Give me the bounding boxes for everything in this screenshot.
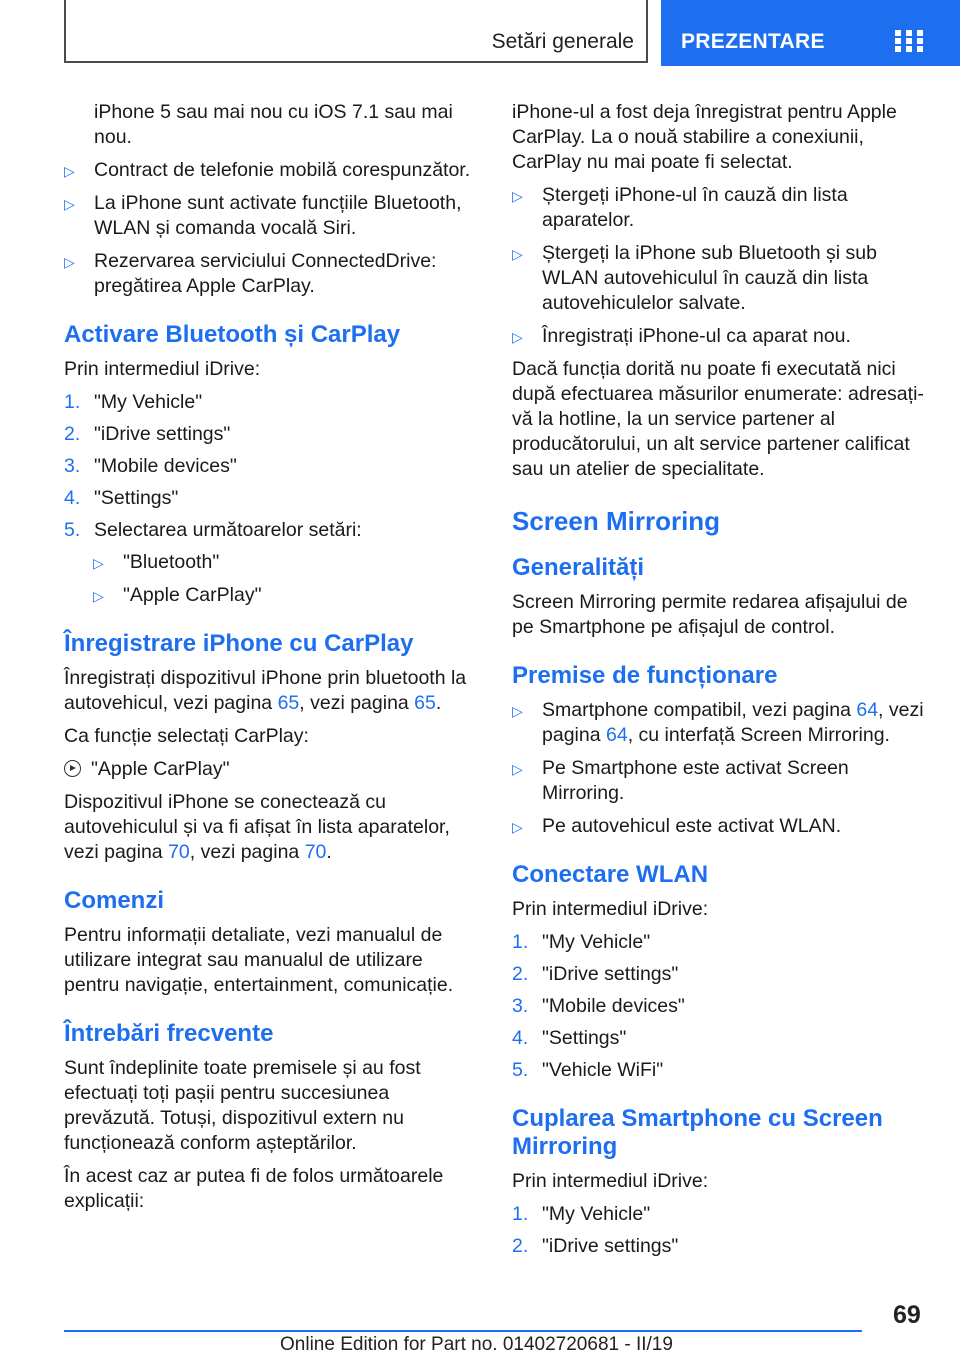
paragraph: Screen Mirroring permite redarea afișajului de pe Smartphone pe afișajul de control. xyxy=(512,591,908,638)
list-item: ▷ Ștergeți la iPhone sub Bluetooth și sub WLAN autovehiculul în cauză din lista autovehiculelor salvate. xyxy=(512,242,877,314)
action-arrow-icon xyxy=(64,760,81,777)
header-section-box xyxy=(64,0,648,63)
bullet-triangle-icon: ▷ xyxy=(93,555,104,571)
heading-commands: Comenzi xyxy=(64,887,165,914)
list-item: 4. "Settings" xyxy=(512,1027,627,1049)
paragraph: În acest caz ar putea fi de folos următoarele explicații: xyxy=(64,1165,444,1212)
list-item: 1. "My Vehicle" xyxy=(512,1203,651,1225)
paragraph: Prin intermediul iDrive: xyxy=(64,358,261,380)
paragraph: Prin intermediul iDrive: xyxy=(512,898,709,920)
paragraph: Dacă funcția dorită nu poate fi executată nici după efectuarea măsurilor enumerate: adresați-vă la hotline, la un service partener al producătorului, un alt service partener calificat sau un atelier de specialitate. xyxy=(512,358,924,480)
list-item: 5. "Vehicle WiFi" xyxy=(512,1059,664,1081)
intro-continuation: iPhone 5 sau mai nou cu iOS 7.1 sau mai nou. xyxy=(94,101,453,148)
list-item: ▷ Rezervarea serviciului ConnectedDrive: pregătirea Apple CarPlay. xyxy=(64,250,437,297)
grid-icon xyxy=(895,30,923,52)
bullet-triangle-icon: ▷ xyxy=(512,329,523,345)
heading-faq: Întrebări frecvente xyxy=(64,1020,274,1047)
footer-divider xyxy=(64,1330,862,1332)
right-column xyxy=(512,100,932,1266)
paragraph: Pentru informații detaliate, vezi manualul de utilizare integrat sau manualul de utilizare pentru navigație, entertainment, comunicație. xyxy=(64,924,454,996)
page-link[interactable]: 65 xyxy=(277,692,300,714)
heading-bluetooth-carplay: Activare Bluetooth și CarPlay xyxy=(64,321,401,348)
bullet-triangle-icon: ▷ xyxy=(512,246,523,262)
list-item: 1. "My Vehicle" xyxy=(512,931,651,953)
section-title: Setări generale xyxy=(491,30,634,53)
list-item: 1. "My Vehicle" xyxy=(64,391,203,413)
page-link[interactable]: 65 xyxy=(414,692,436,714)
heading-pair-smartphone: Cuplarea Smartphone cu Screen Mirroring xyxy=(512,1105,883,1160)
bullet-triangle-icon: ▷ xyxy=(512,703,523,719)
list-item: 2. "iDrive settings" xyxy=(512,963,679,985)
list-item: ▷ "Apple CarPlay" xyxy=(93,583,482,608)
action-item: "Apple CarPlay" xyxy=(64,757,482,782)
bullet-triangle-icon: ▷ xyxy=(64,163,75,179)
heading-general: Generalități xyxy=(512,554,645,581)
list-item: ▷ Pe autovehicul este activat WLAN. xyxy=(512,814,932,839)
heading-register-iphone: Înregistrare iPhone cu CarPlay xyxy=(64,630,414,657)
bullet-triangle-icon: ▷ xyxy=(64,254,75,270)
list-item: ▷ Ștergeți iPhone-ul în cauză din lista aparatelor. xyxy=(512,184,848,231)
bullet-triangle-icon: ▷ xyxy=(64,196,75,212)
footer-text: Online Edition for Part no. 01402720681 - II/19 xyxy=(280,1334,673,1355)
bullet-triangle-icon: ▷ xyxy=(512,188,523,204)
list-item: 2. "iDrive settings" xyxy=(512,1235,679,1257)
list-item: ▷ Înregistrați iPhone-ul ca aparat nou. xyxy=(512,324,932,349)
page-number: 69 xyxy=(893,1301,921,1329)
page-link[interactable]: 64 xyxy=(856,699,879,721)
paragraph: Sunt îndeplinite toate premisele și au fost efectuați toți pașii pentru succesiunea prevăzută. Totuși, dispozitivul extern nu funcționează conform așteptărilor. xyxy=(64,1057,421,1154)
heading-prerequisites: Premise de funcționare xyxy=(512,662,778,689)
paragraph: Înregistrați dispozitivul iPhone prin bluetooth la autovehicul, vezi pagina 65, vezi pagina 65. xyxy=(64,667,467,714)
page-header xyxy=(64,0,960,66)
bullet-triangle-icon: ▷ xyxy=(93,588,104,604)
page-link[interactable]: 70 xyxy=(304,841,327,863)
heading-wlan-connect: Conectare WLAN xyxy=(512,861,709,888)
list-item: 3. "Mobile devices" xyxy=(64,455,237,477)
paragraph: Dispozitivul iPhone se conectează cu autovehiculul și va fi afișat în lista aparatelor, vezi pagina 70, vezi pagina 70. xyxy=(64,791,450,863)
list-item: ▷ Pe Smartphone este activat Screen Mirroring. xyxy=(512,757,849,804)
list-item: ▷ La iPhone sunt activate funcțiile Bluetooth, WLAN și comanda vocală Siri. xyxy=(64,192,462,239)
list-item: 2. "iDrive settings" xyxy=(64,423,231,445)
paragraph: Prin intermediul iDrive: xyxy=(512,1170,709,1192)
paragraph: iPhone-ul a fost deja înregistrat pentru Apple CarPlay. La o nouă stabilire a conexiunii, CarPlay nu mai poate fi selectat. xyxy=(512,101,897,173)
bullet-triangle-icon: ▷ xyxy=(512,819,523,835)
list-item: 5. Selectarea următoarelor setări: xyxy=(64,519,362,541)
bullet-triangle-icon: ▷ xyxy=(512,761,523,777)
list-item: ▷ Smartphone compatibil, vezi pagina 64, vezi pagina 64, cu interfață Screen Mirroring. xyxy=(512,699,924,746)
list-item: 4. "Settings" xyxy=(64,487,179,509)
paragraph: Ca funcție selectați CarPlay: xyxy=(64,725,309,747)
list-item: ▷ "Bluetooth" xyxy=(93,550,482,575)
left-column xyxy=(64,100,482,1222)
page-link[interactable]: 64 xyxy=(605,724,628,746)
chapter-title: PREZENTARE xyxy=(681,30,825,53)
list-item: 3. "Mobile devices" xyxy=(512,995,685,1017)
chapter-tab[interactable] xyxy=(661,0,960,66)
list-item: ▷ Contract de telefonie mobilă corespunzător. xyxy=(64,158,482,183)
heading-screen-mirroring: Screen Mirroring xyxy=(512,506,721,536)
page-link[interactable]: 70 xyxy=(168,841,190,863)
